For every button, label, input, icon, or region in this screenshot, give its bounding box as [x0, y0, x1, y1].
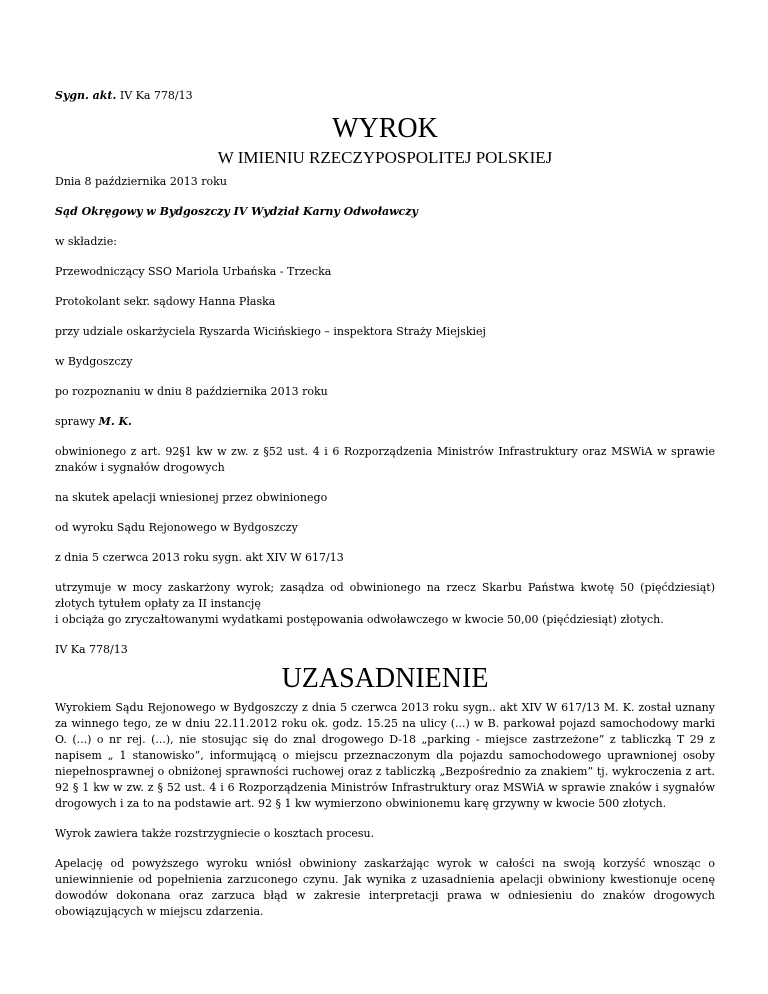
- case-party-prefix: sprawy: [55, 415, 96, 428]
- appealed-judgment-date: z dnia 5 czerwca 2013 roku sygn. akt XIV W 617/13: [55, 551, 344, 564]
- justification-paragraph-2: Wyrok zawiera także rozstrzygniecie o kosztach procesu.: [55, 827, 375, 840]
- justification-reference: IV Ka 778/13: [55, 643, 128, 656]
- document-content: [55, 88, 715, 934]
- verdict-date: Dnia 8 października 2013 roku: [55, 175, 227, 188]
- case-party-name: M. K.: [98, 415, 132, 428]
- court-name: Sąd Okręgowy w Bydgoszczy IV Wydział Karny Odwoławczy: [55, 205, 418, 218]
- case-reference-value: IV Ka 778/13: [119, 89, 193, 102]
- case-party: [55, 414, 715, 430]
- appeal-text: na skutek apelacji wniesionej przez obwinionego: [55, 491, 328, 504]
- justification-title: UZASADNIENIE: [281, 663, 489, 694]
- presiding-judge: Przewodniczący SSO Mariola Urbańska - Trzecka: [55, 265, 332, 278]
- case-reference-label: Sygn. akt.: [55, 89, 117, 102]
- charge-text: obwinionego z art. 92§1 kw w zw. z §52 ust. 4 i 6 Rozporządzenia Ministrów Infrastruktury oraz MSWiA w sprawie znaków i sygnałów drogowych: [55, 445, 715, 474]
- court-clerk: Protokolant sekr. sądowy Hanna Płaska: [55, 295, 276, 308]
- ruling-line-1: utrzymuje w mocy zaskarżony wyrok; zasądza od obwinionego na rzecz Skarbu Państwa kwotę 50 (pięćdziesiąt) złotych tytułem opłaty za II instancję: [55, 581, 715, 610]
- court-place: w Bydgoszczy: [55, 355, 133, 368]
- case-reference: [55, 88, 715, 104]
- hearing-date: po rozpoznaniu w dniu 8 października 2013 roku: [55, 385, 328, 398]
- ruling-line-2: i obciąża go zryczałtowanymi wydatkami postępowania odwoławczego w kwocie 50,00 (pięćdziesiąt) złotych.: [55, 613, 664, 626]
- justification-paragraph-1: Wyrokiem Sądu Rejonowego w Bydgoszczy z dnia 5 czerwca 2013 roku sygn.. akt XIV W 617/13 M. K. został uznany za winnego tego, ze w dniu 22.11.2012 roku ok. godz. 15.25 na ulicy (...) w B. parkował pojazd samochodowy marki O. (...) o nr rej. (...), nie stosując się do znal drogowego D-18 „parking - miejsce zastrzeżone” z tabliczką T 29 z napisem „ 1 stanowisko”, informującą o miejscu przeznaczonym dla pojazdu samochodowego uprawnionej osoby niepełnosprawnej o obniżonej sprawności ruchowej oraz z tabliczką „Bezpośrednio za znakiem” tj. wykroczenia z art. 92 § 1 kw w zw. z § 52 ust. 4 i 6 Rozporządzenia Ministrów Infrastruktury oraz MSWiA w sprawie znaków i sygnałów drogowych i za to na podstawie art. 92 § 1 kw wymierzono obwinionemu karę grzywny w kwocie 500 złotych.: [55, 701, 715, 810]
- appealed-judgment: od wyroku Sądu Rejonowego w Bydgoszczy: [55, 521, 298, 534]
- verdict-subtitle: W IMIENIU RZECZYPOSPOLITEJ POLSKIEJ: [217, 148, 553, 167]
- justification-paragraph-3: Apelację od powyższego wyroku wniósł obwiniony zaskarżając wyrok w całości na swoją korzyść wnosząc o uniewinnienie od popełnienia zarzuconego czynu. Jak wynika z uzasadnienia apelacji obwiniony kwestionuje ocenę dowodów dokonana oraz zarzuca błąd w zakresie interpretacji prawa w odniesieniu do znaków drogowych obowiązujących w miejscu zdarzenia.: [55, 857, 715, 918]
- prosecutor: przy udziale oskarżyciela Ryszarda Wicińskiego – inspektora Straży Miejskiej: [55, 325, 486, 338]
- verdict-title: WYROK: [332, 113, 438, 144]
- composition-intro: w składzie:: [55, 235, 117, 248]
